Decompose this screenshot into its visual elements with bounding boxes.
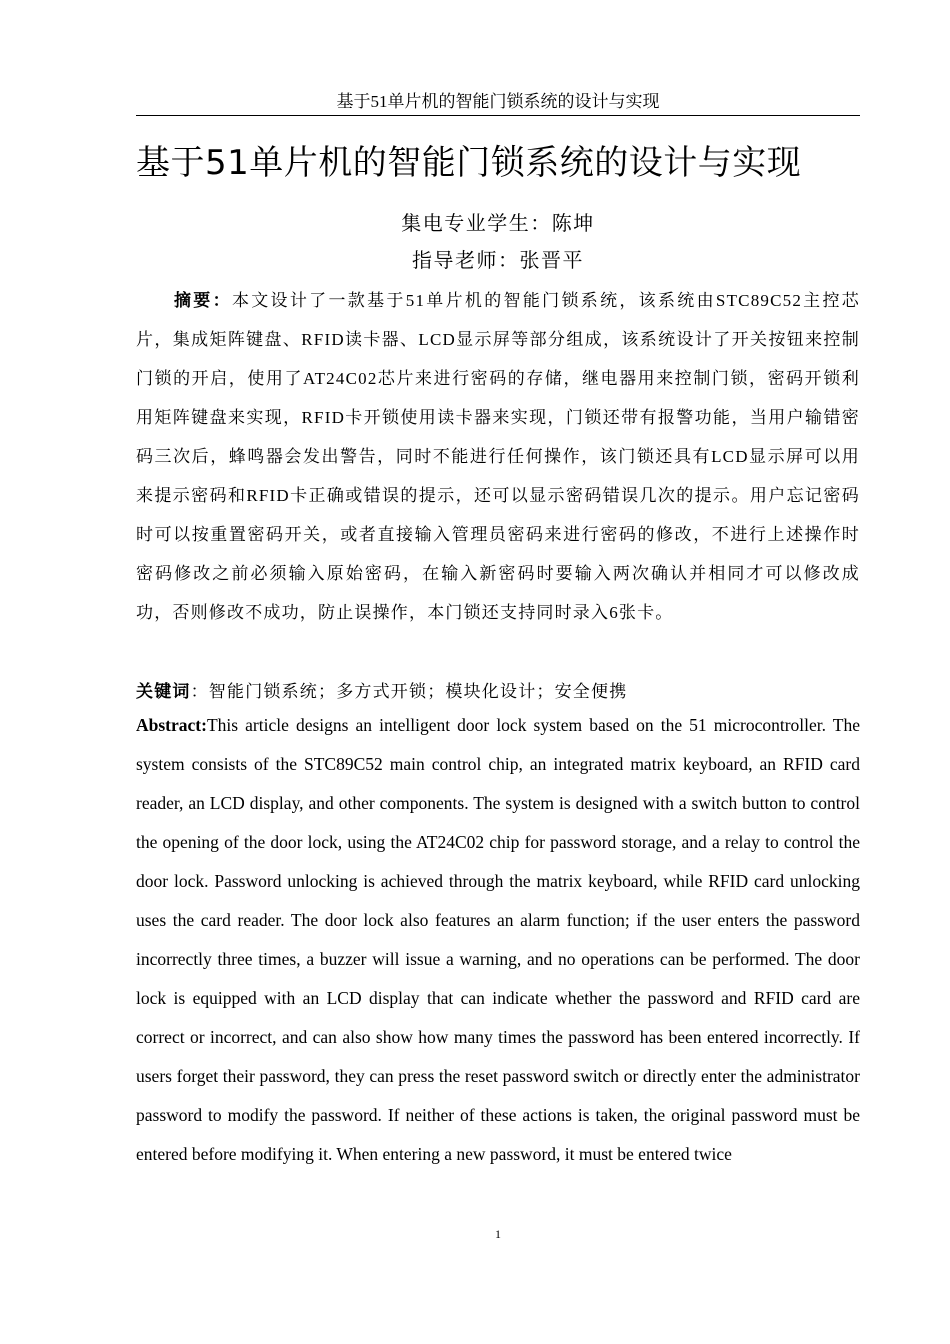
page-title: 基于51单片机的智能门锁系统的设计与实现 [136, 143, 802, 183]
abstract-chinese [136, 281, 860, 632]
abstract-cn-text: 本文设计了一款基于51单片机的智能门锁系统，该系统由STC89C52主控芯片，集成矩阵键盘、RFID读卡器、LCD显示屏等部分组成，该系统设计了开关按钮来控制门锁的开启，使用了AT24C02芯片来进行密码的存储，继电器用来控制门锁，密码开锁利用矩阵键盘来实现，RFID卡开锁使用读卡器来实现，门锁还带有报警功能，当用户输错密码三次后，蜂鸣器会发出警告，同时不能进行任何操作，该门锁还具有LCD显示屏可以用来提示密码和RFID卡正确或错误的提示，还可以显示密码错误几次的提示。用户忘记密码时可以按重置密码开关，或者直接输入管理员密码来进行密码的修改，不进行上述操作时密码修改之前必须输入原始密码，在输入新密码时要输入两次确认并相同才可以修改成功，否则修改不成功，防止误操作，本门锁还支持同时录入6张卡。 [136, 291, 860, 622]
running-header: 基于51单片机的智能门锁系统的设计与实现 [136, 90, 860, 116]
abstract-en-label: Abstract: [136, 715, 207, 735]
abstract-english [136, 706, 860, 1174]
advisor-line: 指导老师：张晋平 [412, 250, 584, 272]
keywords-text: ：智能门锁系统；多方式开锁；模块化设计；安全便携 [190, 682, 628, 701]
abstract-cn-label: 摘要： [174, 291, 232, 310]
keywords-label: 关键词 [136, 682, 191, 701]
page-number: 1 [495, 1227, 501, 1241]
abstract-en-text: This article designs an intelligent door lock system based on the 51 microcontroller. The system consists of the STC89C52 main control chip, an integrated matrix keyboard, an RFID card reader, an LCD display, and other components. The system is designed with a switch button to control the opening of the door lock, using the AT24C02 chip for password storage, and a relay to control the door lock. Password unlocking is achieved through the matrix keyboard, while RFID card unlocking uses the card reader. The door lock also features an alarm function; if the user enters the password incorrectly three times, a buzzer will issue a warning, and no operations can be performed. The door lock is equipped with an LCD display that can indicate whether the password and RFID card are correct or incorrect, and can also show how many times the password has been entered incorrectly. If users forget their password, they can press the reset password switch or directly enter the administrator password to modify the password. If neither of these actions is taken, the original password must be entered before modifying it. When entering a new password, it must be entered twice [136, 715, 860, 1164]
author-line: 集电专业学生：陈坤 [401, 213, 595, 235]
